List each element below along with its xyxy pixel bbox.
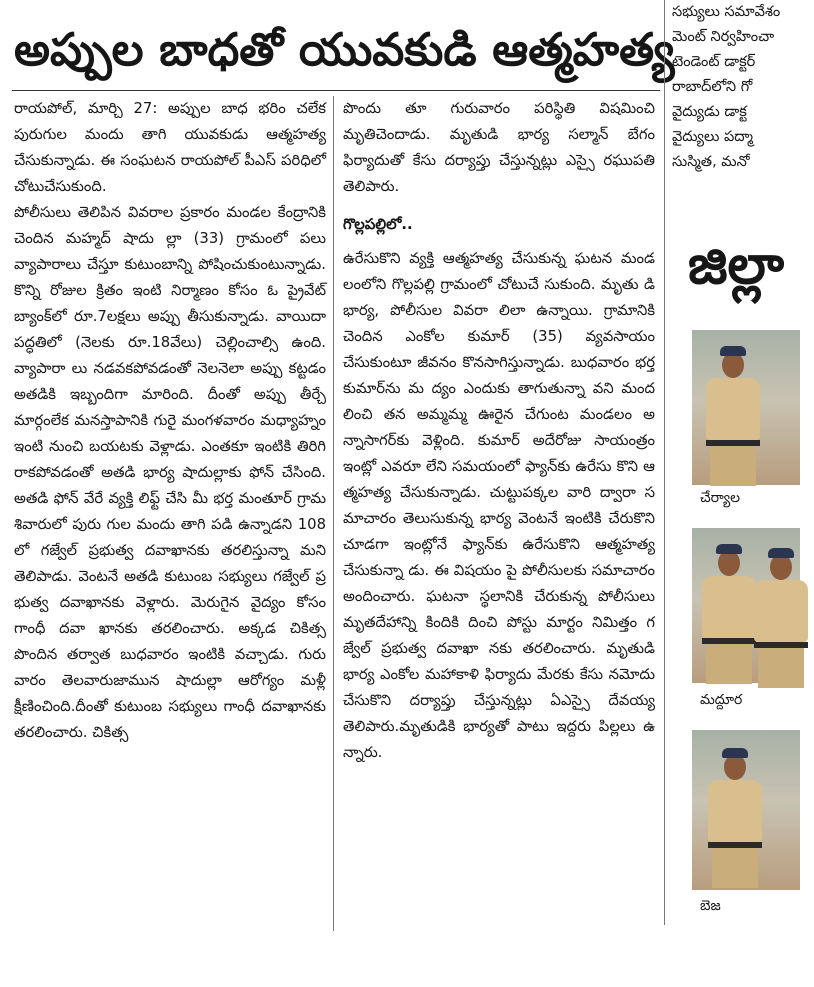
police-photo <box>692 730 800 890</box>
police-photo <box>692 330 800 485</box>
column-right-body: ఉరేసుకొని వ్యక్తి ఆత్మహత్య చేసుకున్న ఘటన మండలంలోని గొల్లపల్లి గ్రామంలో చోటుచే సుకుంది. మృతు డి భార్య, పోలీసుల వివరా లిలా ఉన్నాయి. గ్రామానికి చెందిన ఎంకోల కుమార్ (35) వ్యవసాయం చేసుకుంటూ జీవనం కొనసాగిస్తున్నాడు. బుధవారం భర్త కుమార్‌ను మ ద్యం ఎందుకు తాగుతున్నా వని మందలించి తన అమ్మమ్మ ఊరైన చేగుంట మండలం అన్నాసాగర్‌కు వెళ్లింది. కుమార్ అదేరోజు సాయంత్రం ఇంట్లో ఎవరూ లేని సమయంలో ఫ్యాన్‌కు ఉరేసు కొని ఆత్మహత్య చేసుకున్నాడు. చుట్టుపక్కల వారి ద్వారా సమాచారం తెలుసుకున్న భార్య వెంటనే ఇంటికి చేరుకొని చూడగా ఇంట్లోనే ఫ్యాన్‌కు ఉరేసుకొని ఆత్మహత్య చేసుకున్నా డు. ఈ విషయం పై పోలీసులకు సమాచారం అందించారు. ఘటనా స్థలానికి చేరుకున్న పోలీసులు మృతదేహాన్ని కిందికి దించి పోస్టు మార్టం నిమిత్తం గజ్వేల్ ప్రభుత్వ దవాఖా నకు తరలించారు. మృతుడి భార్య ఎంకోల మహాకాళి ఫిర్యాదు మేరకు కేసు నమోదు చేసుకొని దర్యాప్తు చేస్తున్నట్లు ఏఎస్సై దేవయ్య తెలిపారు.మృతుడికి భార్యతో పాటు ఇద్దరు పిల్లలు ఉన్నారు. <box>343 250 655 761</box>
adjacent-line: రాబాద్‌లోని గో <box>672 79 753 95</box>
officer-figure <box>702 746 768 884</box>
officer-figure <box>700 344 766 482</box>
adjacent-line: వైద్యులు పద్మా <box>672 129 754 145</box>
adjacent-article-text <box>672 0 800 170</box>
photo-caption: మద్దూర <box>700 692 743 708</box>
column-right-subhead: గొల్లపల్లిలో.. <box>343 216 413 233</box>
column-left-paragraph-2: పోలీసులు తెలిపిన వివరాల ప్రకారం మండల కేంద్రానికి చెందిన మహ్మద్ షాదు ల్లా (33) గ్రామంలో పలు వ్యాపారాలు చేస్తూ కుటుంబాన్ని పోషించుకుంటున్నాడు. కొన్ని రోజుల క్రితం ఇంటి నిర్మాణం కోసం ఓ ప్రైవేట్ బ్యాంక్‌లో రూ.7లక్షలు అప్పు తీసుకున్నాడు. వాయిదా పద్ధతిలో (నెలకు రూ.18వేలు) చెల్లించాల్సి ఉంది. వ్యాపారా లు నడవకపోవడంతో నెలనెలా అప్పు కట్టడం అతడికి ఇబ్బందిగా మారింది. దీంతో అప్పు తీర్చే మార్గంలేక మనస్తాపానికి గురై మంగళవారం మధ్యాహ్నం ఇంటి నుంచి బయటకు వెళ్లాడు. ఎంతకూ ఇంటికి తిరిగి రాకపోవడంతో అతడి భార్య షాదుల్లాకు ఫోన్ చేసింది. అతడి ఫోన్ వేరే వ్యక్తి లిఫ్ట్ చేసి మీ భర్త మంతూర్ గ్రామ శివారులో పురు గుల మందు తాగి పడి ఉన్నాడని 108లో గజ్వేల్ ప్రభుత్వ దవాఖానకు తరలిస్తున్నా మని తెలిపాడు. వెంటనే అతడి కుటుంబ సభ్యులు గజ్వేల్ ప్రభుత్వ దవాఖానకు వెళ్లారు. మెరుగైన వైద్యం కోసం గాంధీ దవా ఖానకు తరలించారు. అక్కడ చికిత్స పొందిన తర్వాత బుధవారం ఇంటికి వచ్చాడు. గురు వారం తెలవారుజామున షాదుల్లా ఆరోగ్యం మళ్లీ క్షీణించింది.దీంతో కుటుంబ సభ్యులు గాంధీ దవాఖానకు తరలించారు. చికిత్స <box>14 204 326 741</box>
page-column-divider <box>664 0 665 925</box>
adjacent-line: సుస్మిత, మనో <box>672 154 750 170</box>
article-headline: అప్పుల బాధతో యువకుడి ఆత్మహత్య <box>14 23 675 76</box>
adjacent-line: టెండెంట్ డాక్టర్ <box>672 54 756 70</box>
column-divider <box>333 96 334 931</box>
adjacent-line: వైద్యుడు డాక్ట <box>672 104 747 120</box>
district-section-heading: జిల్లా <box>688 233 785 296</box>
police-photo <box>692 528 800 683</box>
photo-caption: చేర్యాల <box>700 490 741 506</box>
column-left-paragraph-1: రాయపోల్, మార్చి 27: అప్పుల బాధ భరిం చలేక పురుగుల మందు తాగి యువకుడు ఆత్మహత్య చేసుకున్నాడు. ఈ సంఘటన రాయపోల్ పీఎస్ పరిధిలో చోటుచేసుకుంది. <box>14 100 326 195</box>
officer-figure <box>748 546 814 684</box>
headline-rule <box>12 90 660 91</box>
adjacent-line: సభ్యులు సమావేశం <box>672 4 781 20</box>
column-right-lead: పొందు తూ గురువారం పరిస్థితి విషమించి మృతిచెందాడు. మృతుడి భార్య సల్మాన్ బేగం ఫిర్యాదుతో కేసు దర్యాప్తు చేస్తున్నట్లు ఎస్సై రఘుపతి తెలిపారు. <box>343 100 655 195</box>
article-column-right <box>343 96 655 946</box>
adjacent-line: మెంట్ నిర్వహించా <box>672 29 775 45</box>
article-column-left <box>14 96 326 946</box>
photo-caption: బెజ <box>700 898 721 914</box>
